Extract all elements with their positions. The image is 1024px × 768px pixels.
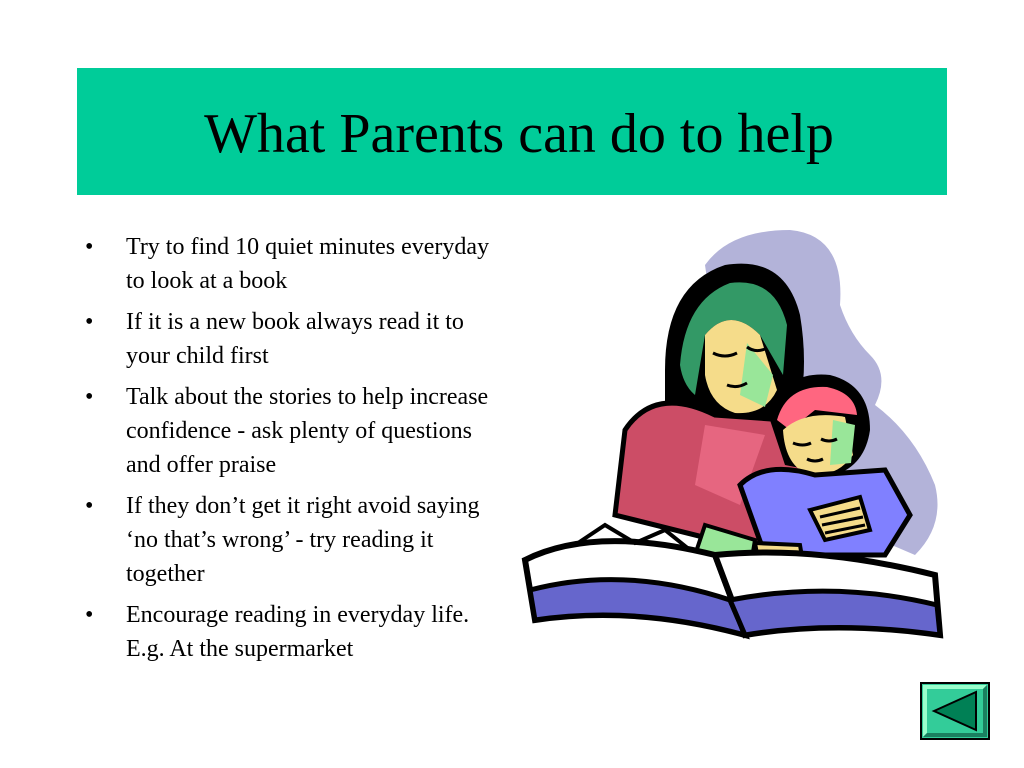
bullet-text: Try to find 10 quiet minutes everyday to look at a book [126, 234, 490, 294]
title-bar [77, 68, 947, 195]
bullet-dot: • [85, 384, 94, 410]
bullet-item [85, 305, 505, 373]
bullet-text: Talk about the stories to help increase confidence - ask plenty of questions and offer praise [126, 384, 489, 478]
bullet-dot: • [85, 234, 94, 260]
bullet-text: Encourage reading in everyday life. E.g. At the supermarket [126, 602, 470, 662]
bullet-item [85, 489, 505, 591]
bullet-item [85, 230, 505, 298]
back-button[interactable] [920, 682, 990, 740]
bullet-dot: • [85, 493, 94, 519]
bullet-dot: • [85, 309, 94, 335]
bullet-text: If it is a new book always read it to your child first [126, 309, 464, 369]
slide-title: What Parents can do to help [204, 103, 834, 165]
bullet-dot: • [85, 602, 94, 628]
mother-reading-clipart [515, 225, 950, 665]
bullet-item [85, 380, 505, 482]
book-right-edge [730, 591, 940, 635]
bullet-text: If they don’t get it right avoid saying ‘no that’s wrong’ - try reading it together [126, 493, 480, 587]
bullet-item [85, 598, 505, 666]
bullet-list [85, 230, 505, 673]
child-face-shade [830, 420, 855, 465]
